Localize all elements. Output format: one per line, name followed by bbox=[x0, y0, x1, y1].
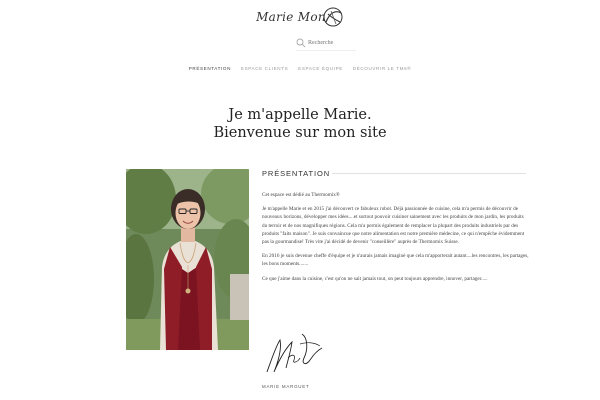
search-input[interactable] bbox=[308, 38, 356, 48]
hero-line-1: Je m'appelle Marie. bbox=[228, 107, 372, 123]
signature-name: MARIE MARGUET bbox=[262, 384, 310, 389]
nav-item-espace-equipe[interactable]: ESPACE ÉQUIPE bbox=[298, 66, 343, 71]
search-icon[interactable] bbox=[296, 38, 306, 48]
section-title-presentation: PRÉSENTATION bbox=[262, 169, 331, 178]
nav-item-presentation[interactable]: PRÉSENTATION bbox=[188, 66, 232, 71]
paragraph-1: Cet espace est dédié au Thermomix® bbox=[262, 192, 340, 198]
paragraph-3: En 2016 je suis devenue cheffe d'équipe et je n'aurais jamais imaginé que cela m'apporterait autant....les rencontres, les partages, les bons moments....... bbox=[262, 253, 529, 268]
paragraph-4: Ce que j'aime dans la cuisine, c'est qu'on ne sait jamais tout, on peut toujours apprendre, innover, partager..... bbox=[262, 275, 488, 282]
portrait-photo bbox=[126, 169, 249, 350]
presentation-text bbox=[262, 191, 530, 289]
section-divider bbox=[332, 173, 526, 174]
logo-emblem-icon bbox=[322, 6, 344, 28]
site-logo[interactable] bbox=[0, 6, 600, 32]
hero-heading bbox=[0, 106, 600, 142]
search-box[interactable] bbox=[296, 38, 356, 51]
nav-item-decouvrir-tm6[interactable]: DÉCOUVRIR LE TM6® bbox=[352, 66, 412, 71]
paragraph-2: Je m'appelle Marie et en 2015 j'ai découvert ce fabuleux robot. Déjà passionnée de cuisine, cela m'a permis de découvrir de nouveaux horizons, développer mes idées....et surtout pouvoir cuisiner sainement avec les produits de mon jardin, les produits du terroir et de nos magnifiques régions. Cela m'a permis également de remplacer la plupart des produits industriels par des produits "faits maison". Je suis convaincue que notre alimentation est notre première médecine, ce qui n'empêche évidemment pas la gourmandise! Très vite j'ai décidé de devenir "conseillère" auprès de Thermomix Suisse. bbox=[262, 206, 525, 246]
main-nav bbox=[0, 66, 600, 71]
nav-item-espace-clients[interactable]: ESPACE CLIENTS bbox=[240, 66, 289, 71]
logo-text: Marie Mon bbox=[256, 10, 326, 24]
hero-line-2: Bienvenue sur mon site bbox=[213, 125, 387, 141]
handwritten-signature bbox=[264, 328, 326, 378]
